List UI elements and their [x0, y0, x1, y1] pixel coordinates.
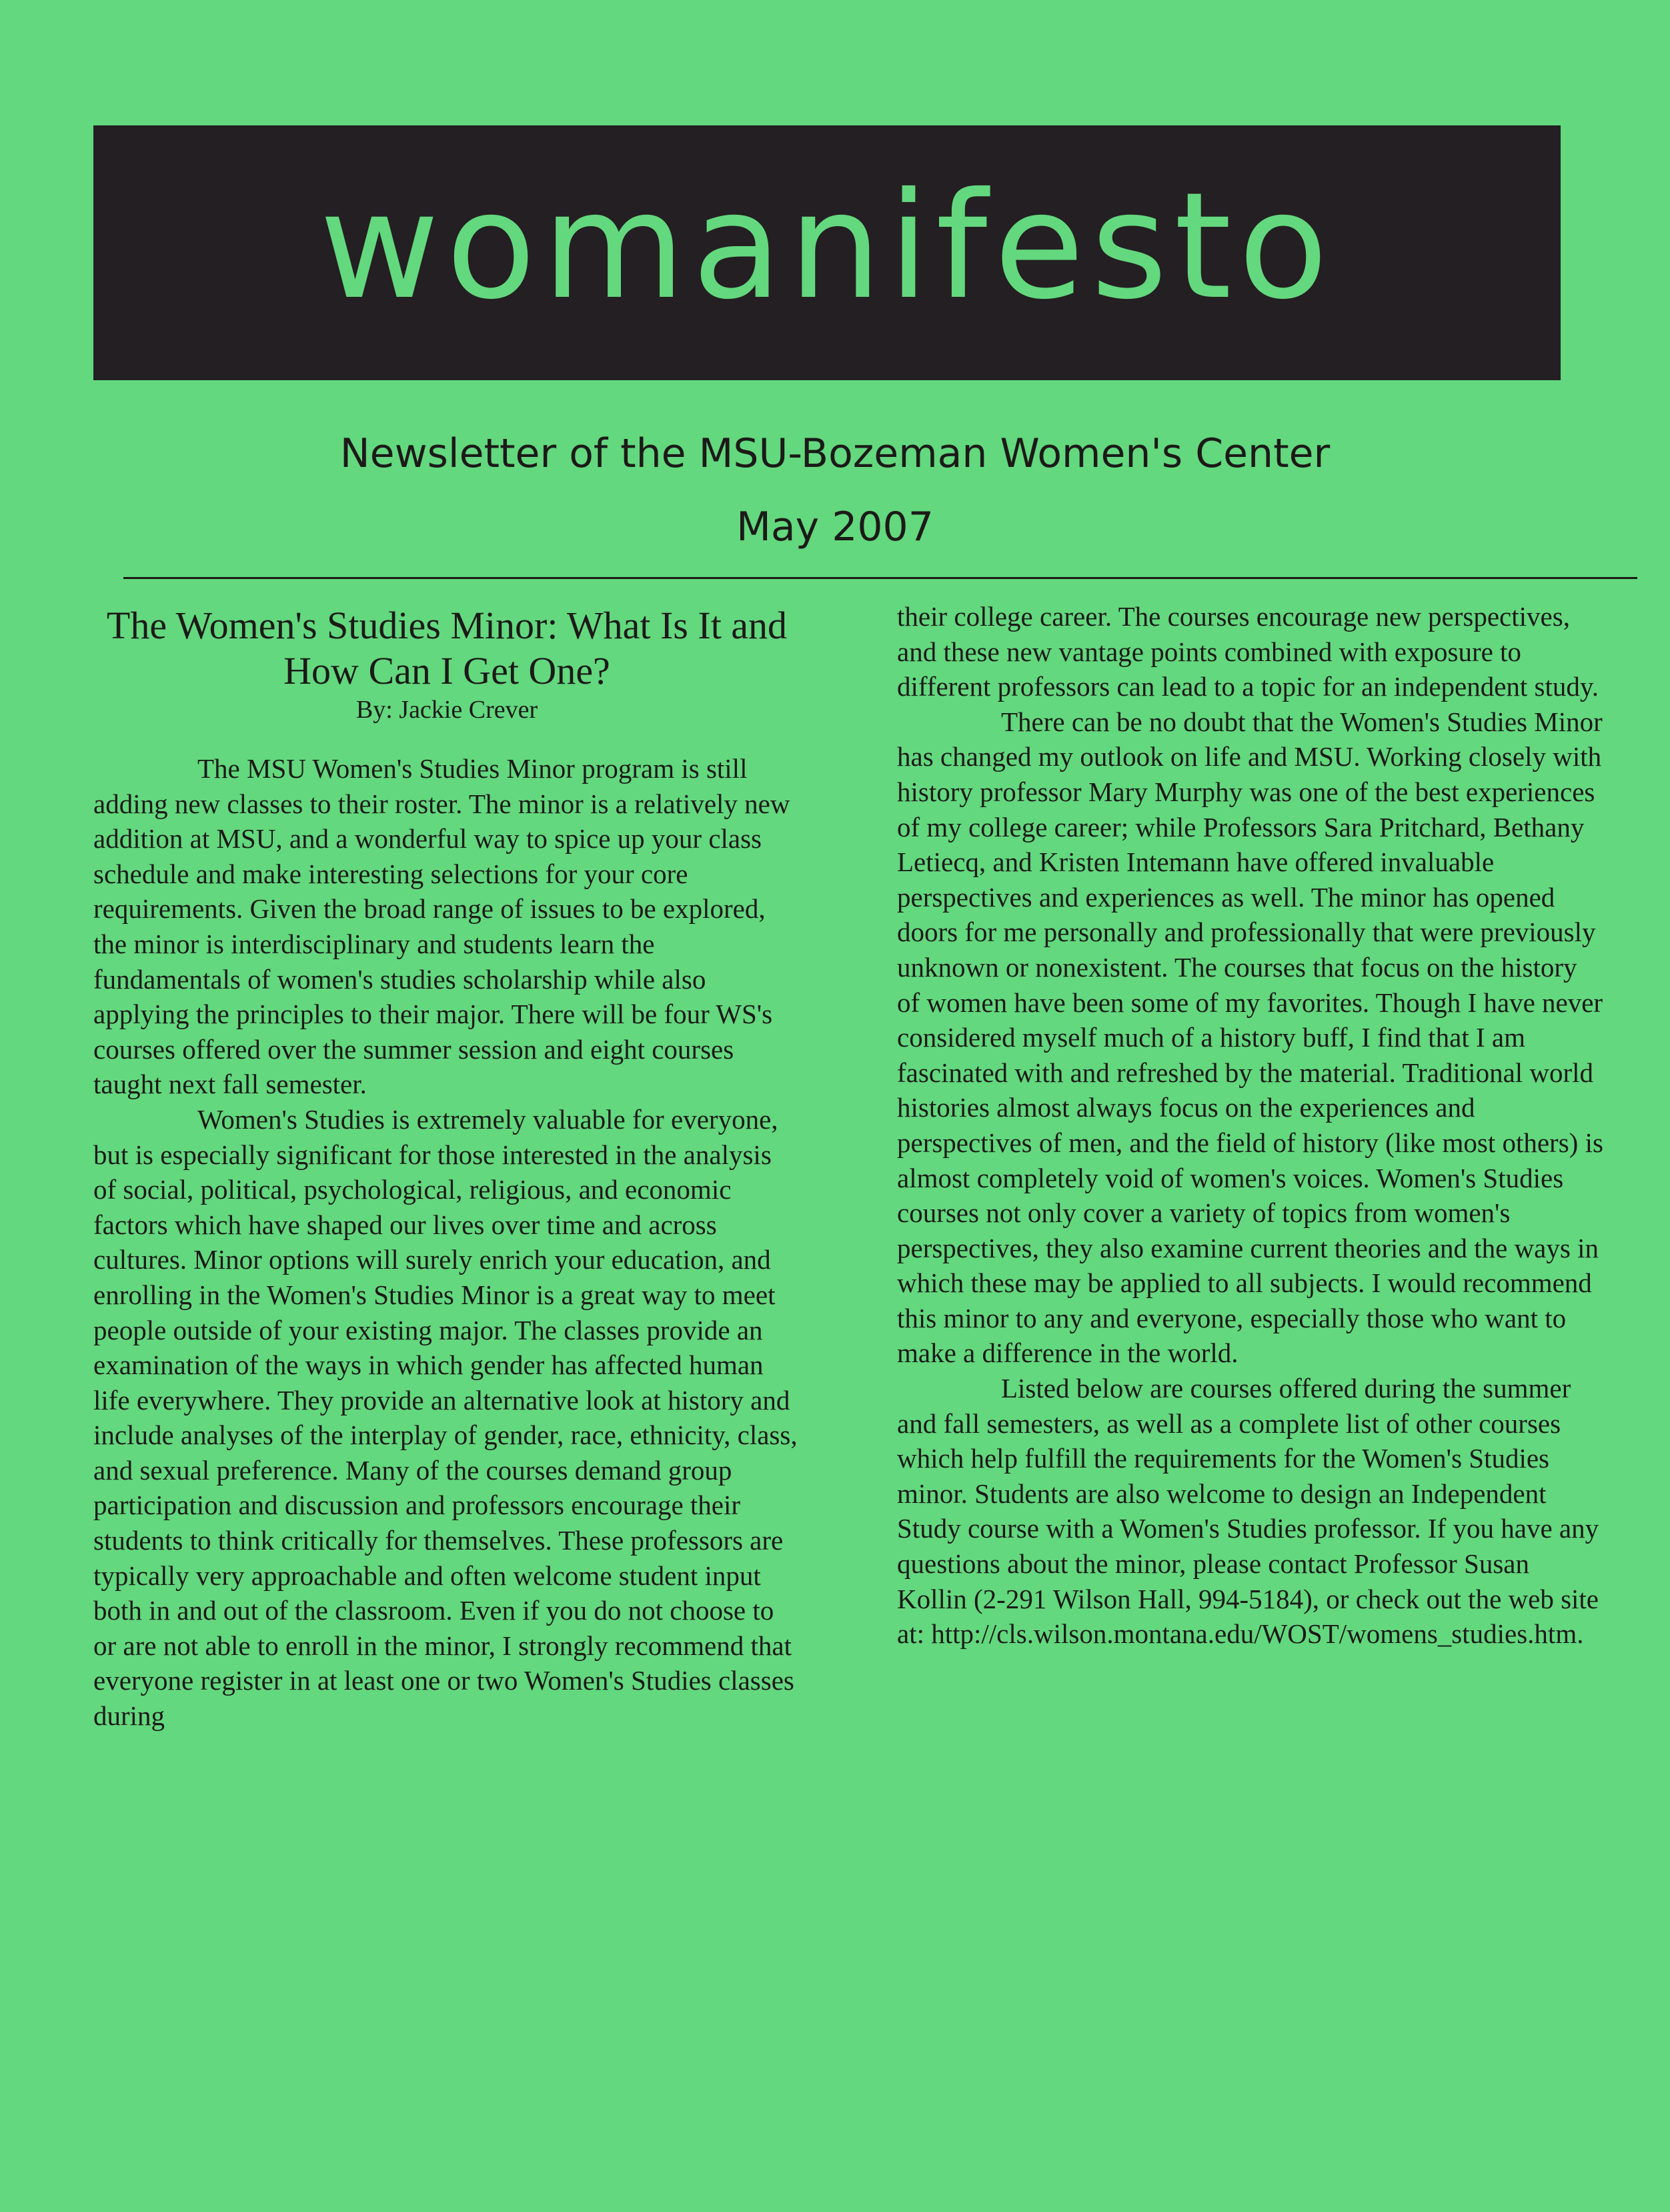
article-column-right [897, 599, 1604, 1652]
article-byline: By: Jackie Crever [355, 696, 538, 724]
issue-date: May 2007 [736, 504, 934, 550]
article-paragraph: their college career. The courses encourage new perspectives, and these new vantage points combined with exposure to different professors can lead to a topic for an independent study. [897, 601, 1599, 702]
article-paragraph: There can be no doubt that the Women's Studies Minor has changed my outlook on life and MSU. Working closely with history professor Mary Murphy was one of the best experiences of my college career; while Professors Sara Pritchard, Bethany Letiecq, and Kristen Intemann have offered invaluable perspectives and experiences as well. The minor has opened doors for me personally and professionally that were previously unknown or nonexistent. The courses that focus on the history of women have been some of my favorites. Though I have never considered myself much of a history buff, I find that I am fascinated with and refreshed by the material. Traditional world histories almost always focus on the experiences and perspectives of men, and the field of history (like most others) is almost completely void of women's voices. Women's Studies courses not only cover a variety of topics from women's perspectives, they also examine current theories and the ways in which these may be applied to all subjects. I would recommend this minor to any and everyone, especially those who want to make a difference in the world. [897, 706, 1603, 1369]
newsletter-subtitle: Newsletter of the MSU-Bozeman Women's Center [339, 430, 1331, 477]
header-divider [123, 577, 1637, 579]
article-column-left [93, 600, 800, 1734]
newsletter-title: womanifesto [319, 161, 1335, 332]
masthead-banner [93, 125, 1561, 380]
article-paragraph: Women's Studies is extremely valuable for everyone, but is especially significant for those interested in the analysis of social, political, psychological, religious, and economic factors which have shaped our lives over time and across cultures. Minor options will surely enrich your education, and enrolling in the Women's Studies Minor is a great way to meet people outside of your existing major. The classes provide an examination of the ways in which gender has affected human life everywhere. They provide an alternative look at history and include analyses of the interplay of gender, race, ethnicity, class, and sexual preference. Many of the courses demand group participation and discussion and professors encourage their students to think critically for themselves. These professors are typically very approachable and often welcome student input both in and out of the classroom. Even if you do not choose to or are not able to enroll in the minor, I strongly recommend that everyone register in at least one or two Women's Studies classes during [93, 1103, 798, 1732]
article-title: The Women's Studies Minor: What Is It and How Can I Get One? [106, 604, 788, 692]
article-paragraph: The MSU Women's Studies Minor program is still adding new classes to their roster. The minor is a relatively new addition at MSU, and a wonderful way to spice up your class schedule and make interesting selections for your core requirements. Given the broad range of issues to be explored, the minor is interdisciplinary and students learn the fundamentals of women's studies scholarship while also applying the principles to their major. There will be four WS's courses offered over the summer session and eight courses taught next fall semester. [93, 753, 790, 1100]
article-paragraph: Listed below are courses offered during the summer and fall semesters, as well as a complete list of other courses which help fulfill the requirements for the Women's Studies minor. Students are also welcome to design an Independent Study course with a Women's Studies professor. If you have any questions about the minor, please contact Professor Susan Kollin (2-291 Wilson Hall, 994-5184), or check out the web site at: http://cls.wilson.montana.edu/WOST/womens_studies.htm. [897, 1373, 1599, 1650]
